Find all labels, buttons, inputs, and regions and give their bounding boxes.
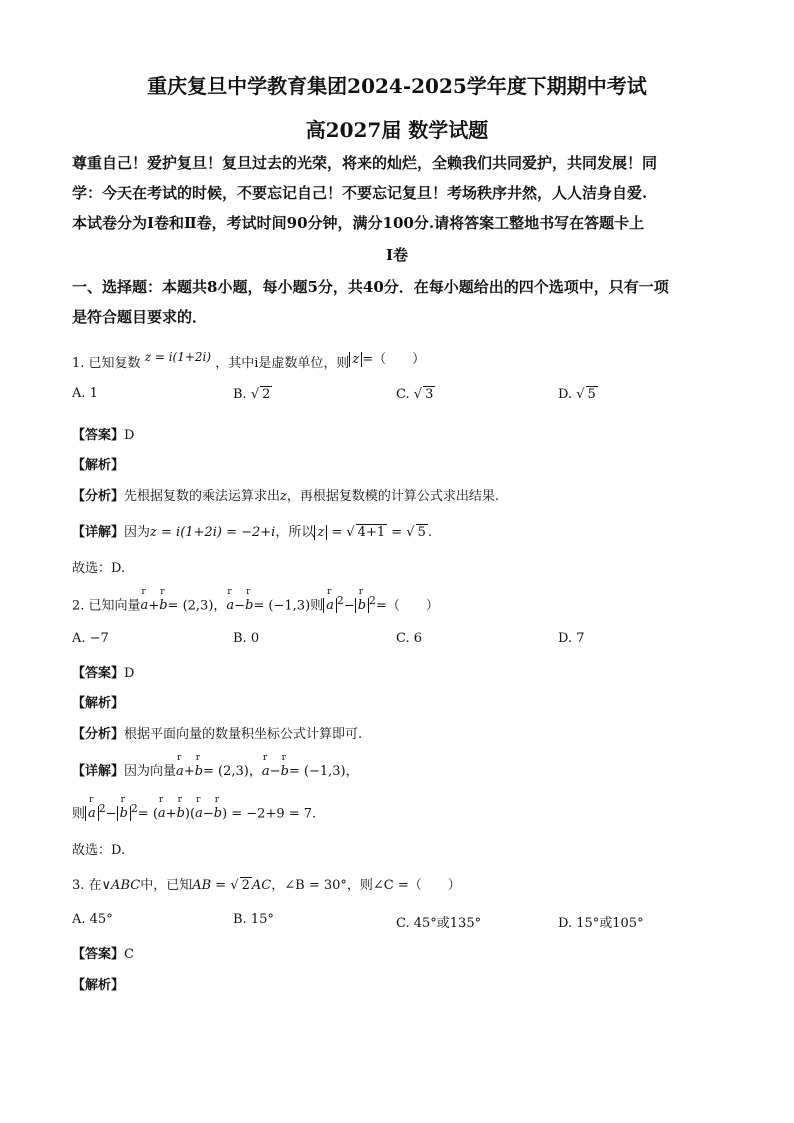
q3-stem bbox=[72, 874, 461, 893]
q2-option-b: B. 0 bbox=[233, 631, 260, 646]
q2-detail-minus: − bbox=[269, 764, 281, 779]
q3-stem-ac: AC bbox=[251, 878, 272, 893]
q1-detail-rad1: 4+1 bbox=[357, 525, 386, 540]
q2-stem-post: =（ ） bbox=[375, 598, 439, 614]
q1-detail-eq2: = bbox=[391, 525, 403, 540]
q3-stem-angle: ，∠B = 30°，则∠C =（ ） bbox=[271, 878, 461, 893]
q2-stem-vec-b: r b bbox=[159, 598, 167, 613]
q3-answer-value: C bbox=[124, 947, 134, 962]
q2-line2-vec-b2: r b bbox=[177, 806, 185, 821]
sqrt-icon: √ bbox=[230, 878, 239, 893]
section-heading-line-2: 是符合题目要求的． bbox=[72, 308, 208, 326]
q3-stem-mid: 中，已知 bbox=[140, 878, 193, 893]
q2-detail-plus: + bbox=[183, 764, 195, 779]
q2-line2-vec-a2: r a bbox=[158, 806, 166, 821]
q2-stem-pre: 2. 已知向量 bbox=[72, 598, 141, 614]
sqrt-icon: √ bbox=[250, 387, 260, 402]
q2-option-d: D. 7 bbox=[558, 631, 585, 646]
intro-line-3: 本试卷分为Ⅰ卷和Ⅱ卷，考试时间90分钟，满分100分.请将答案工整地书写在答题卡上 bbox=[72, 214, 645, 232]
q2-line2-sq: 2 bbox=[98, 802, 106, 815]
volume-heading: Ⅰ卷 bbox=[385, 246, 409, 264]
q1-detail-mid: ，所以 bbox=[275, 525, 315, 540]
sqrt-icon: √ bbox=[413, 387, 423, 402]
q2-stem-plus: + bbox=[148, 598, 160, 614]
q2-line2-pre: 则 bbox=[72, 806, 86, 822]
q1-option-b bbox=[233, 386, 272, 402]
q1-fenxi-z: z bbox=[280, 489, 287, 504]
q1-detail bbox=[72, 521, 432, 540]
q1-option-b-label: B. bbox=[233, 387, 247, 402]
q2-line2-vec-a3: r a bbox=[195, 806, 203, 821]
exam-title: 重庆复旦中学教育集团2024-2025学年度下期期中考试 bbox=[147, 74, 647, 98]
q1-option-c-label: C. bbox=[396, 387, 410, 402]
q2-detail-vec-b: r b bbox=[195, 764, 203, 779]
q2-line2-end: ) = −2+9 = 7. bbox=[222, 806, 317, 822]
q1-stem-abs: z bbox=[349, 352, 362, 367]
q2-stem-val2: = (−1,3)则 bbox=[253, 598, 324, 614]
q3-stem-triangle: ∨ABC bbox=[101, 878, 141, 893]
q1-option-b-value: 2 bbox=[262, 387, 271, 402]
q2-stem-vec-b2: r b bbox=[245, 598, 253, 613]
q2-detail-vec-b2: r b bbox=[281, 764, 289, 779]
q1-answer bbox=[72, 424, 134, 443]
q3-stem-rad: 2 bbox=[241, 878, 250, 893]
q3-analysis-label: 【解析】 bbox=[72, 978, 125, 993]
q1-stem-pre: 1. 已知复数 bbox=[72, 356, 141, 371]
sqrt-icon: √ bbox=[346, 525, 355, 540]
q2-line2-sq2: 2 bbox=[130, 802, 138, 815]
q1-option-d-label: D. bbox=[558, 387, 573, 402]
detail-label: 【详解】 bbox=[72, 764, 125, 779]
q1-fenxi-post: ，再根据复数模的计算公式求出结果. bbox=[286, 489, 500, 504]
q3-option-b: B. 15° bbox=[233, 912, 274, 927]
q1-conclusion: 故选：D. bbox=[72, 561, 126, 576]
q1-analysis-label: 【解析】 bbox=[72, 458, 125, 473]
q2-line2-plus: + bbox=[165, 806, 177, 822]
q2-stem-val1: = (2,3) bbox=[167, 598, 214, 614]
q2-option-a: A. −7 bbox=[72, 631, 109, 646]
q2-detail-val1: = (2,3) bbox=[203, 764, 249, 779]
q2-detail-comma: ， bbox=[248, 764, 262, 779]
intro-line-2: 学：今天在考试的时候，不要忘记自己！不要忘记复旦！考场秩序井然，人人洁身自爱. bbox=[72, 184, 648, 202]
q1-stem-i: i bbox=[254, 356, 259, 371]
q2-answer bbox=[72, 662, 134, 681]
detail-label: 【详解】 bbox=[72, 525, 125, 540]
answer-label: 【答案】 bbox=[72, 947, 125, 962]
q3-answer bbox=[72, 943, 134, 962]
q2-detail-pre: 因为向量 bbox=[124, 764, 177, 779]
q1-detail-end: . bbox=[427, 525, 433, 540]
section-heading-line-1: 一、选择题：本题共8小题，每小题5分，共40分．在每小题给出的四个选项中，只有一项 bbox=[72, 278, 669, 296]
q2-line2-minus: − bbox=[105, 806, 117, 822]
q1-stem bbox=[72, 348, 425, 371]
q2-option-c: C. 6 bbox=[396, 631, 423, 646]
q3-stem-ab: AB = bbox=[192, 878, 227, 893]
q2-stem-vec-a: r a bbox=[141, 598, 149, 613]
q2-line2-mid: )( bbox=[184, 806, 196, 822]
q2-stem-minus2: − bbox=[343, 598, 355, 614]
exam-subtitle: 高2027届 数学试题 bbox=[305, 118, 489, 142]
sqrt-icon: √ bbox=[406, 525, 415, 540]
q1-option-a: A. 1 bbox=[72, 386, 98, 401]
q1-option-d bbox=[558, 386, 598, 402]
fenxi-label: 【分析】 bbox=[72, 489, 125, 504]
q2-stem-vec-a2: r a bbox=[226, 598, 234, 613]
q2-stem-comma: ， bbox=[213, 598, 227, 614]
q2-line2-minus2: − bbox=[202, 806, 214, 822]
q2-stem-vec-a3: r a bbox=[326, 598, 334, 613]
q1-option-c-value: 3 bbox=[425, 387, 434, 402]
q1-answer-value: D bbox=[124, 428, 135, 443]
intro-line-1: 尊重自己！爱护复旦！复旦过去的光荣，将来的灿烂，全赖我们共同爱护，共同发展！同 bbox=[72, 154, 658, 172]
q2-line2-vec-b: r b bbox=[120, 806, 128, 821]
q2-stem-sq2: 2 bbox=[369, 594, 376, 607]
q2-line2-eq: = ( bbox=[137, 806, 158, 822]
q1-stem-expr: z = i(1+2i) bbox=[144, 350, 212, 364]
q2-detail bbox=[72, 760, 359, 779]
q2-detail-line-2 bbox=[72, 802, 316, 821]
q3-option-c: C. 45°或135° bbox=[396, 916, 482, 931]
q2-answer-value: D bbox=[124, 666, 135, 681]
q1-detail-abs: z bbox=[314, 525, 327, 540]
q2-line2-vec-b3: r b bbox=[214, 806, 222, 821]
answer-label: 【答案】 bbox=[72, 428, 125, 443]
q2-fenxi bbox=[72, 723, 362, 742]
q1-fenxi-pre: 先根据复数的乘法运算求出 bbox=[124, 489, 281, 504]
q2-conclusion: 故选：D. bbox=[72, 843, 126, 858]
answer-label: 【答案】 bbox=[72, 666, 125, 681]
q3-option-d: D. 15°或105° bbox=[558, 916, 644, 931]
sqrt-icon: √ bbox=[576, 387, 585, 402]
q3-option-a: A. 45° bbox=[72, 912, 113, 927]
q1-stem-mid: ，其中 bbox=[215, 356, 255, 371]
q1-stem-post: =（ ） bbox=[362, 352, 426, 367]
q1-stem-mid2: 是虚数单位，则 bbox=[258, 356, 350, 371]
q2-detail-vec-a: r a bbox=[176, 764, 184, 779]
q2-stem bbox=[72, 594, 439, 613]
q1-option-c bbox=[396, 386, 435, 402]
q1-detail-expr: z = i(1+2i) = −2+i bbox=[150, 525, 276, 540]
fenxi-label: 【分析】 bbox=[72, 727, 125, 742]
q3-stem-pre: 3. 在 bbox=[72, 878, 102, 893]
q2-detail-vec-a2: r a bbox=[262, 764, 270, 779]
q2-stem-minus: − bbox=[234, 598, 246, 614]
q1-detail-rad2: 5 bbox=[417, 525, 426, 540]
q1-fenxi bbox=[72, 485, 499, 504]
q2-fenxi-text: 根据平面向量的数量积坐标公式计算即可. bbox=[124, 727, 363, 742]
q1-detail-pre: 因为 bbox=[124, 525, 151, 540]
q1-detail-eq: = bbox=[331, 525, 343, 540]
q1-option-d-value: 5 bbox=[587, 387, 596, 402]
q2-line2-vec-a: r a bbox=[88, 806, 96, 821]
q2-analysis-label: 【解析】 bbox=[72, 696, 125, 711]
q2-detail-val2: = (−1,3)， bbox=[288, 764, 359, 779]
q2-stem-sq: 2 bbox=[336, 594, 344, 607]
q2-stem-vec-b3: r b bbox=[358, 598, 366, 613]
